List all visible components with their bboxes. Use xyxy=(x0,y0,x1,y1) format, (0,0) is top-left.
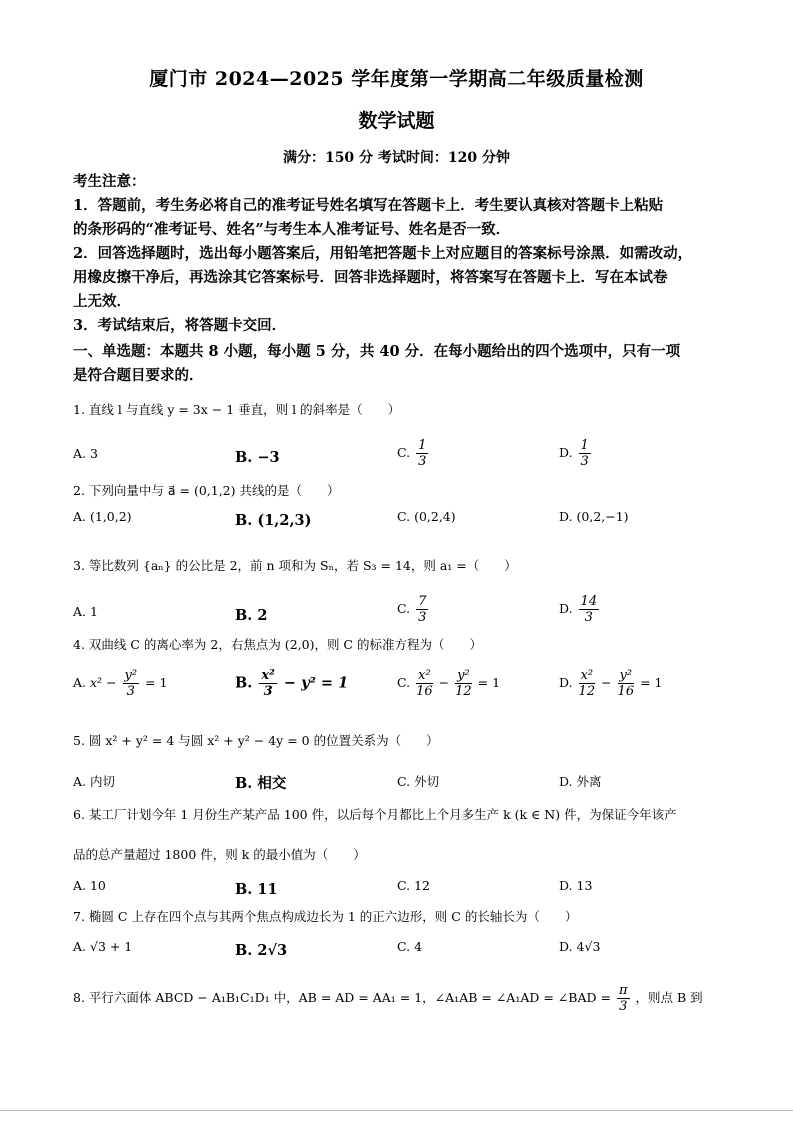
option-a: A. 1 xyxy=(73,604,98,619)
note-1-line-2: 的条形码的“准考证号、姓名”与考生本人准考证号、姓名是否一致． xyxy=(73,221,511,238)
question-1-stem: 1. 直线 l 与直线 y = 3x − 1 垂直，则 l 的斜率是（ ） xyxy=(73,402,401,417)
fraction: $\frac{\text{y²}}{16}$ xyxy=(617,668,635,699)
question-4-options xyxy=(73,668,733,698)
note-2-line-3: 上无效． xyxy=(73,293,131,310)
option-b: B. (1,2,3) xyxy=(235,512,312,529)
question-7-options xyxy=(73,939,733,969)
option-a: A. 3 xyxy=(73,446,98,461)
question-3-stem: 3. 等比数列 {aₙ} 的公比是 2，前 n 项和为 Sₙ，若 S₃ = 14，则 a₁ =（ ） xyxy=(73,558,517,573)
question-6-options xyxy=(73,878,733,908)
option-c: C. 外切 xyxy=(397,774,440,789)
page-subtitle: 数学试题 xyxy=(358,110,435,132)
question-2-options xyxy=(73,509,733,539)
note-2-line-1: 2．回答选择题时，选出每小题答案后，用铅笔把答题卡上对应题目的答案标号涂黑．如需改动， xyxy=(73,245,693,262)
option-d: D. 外离 xyxy=(559,774,602,789)
page-bottom-rule xyxy=(0,1110,793,1111)
fraction: $\frac{1}{3}$ xyxy=(418,438,427,469)
notes-heading: 考生注意： xyxy=(73,173,146,190)
option-d: D. $\frac{1}{3}$ xyxy=(559,438,589,469)
option-b: B. 2 xyxy=(235,607,268,624)
option-c: C. 4 xyxy=(397,939,423,954)
note-1-line-1: 1．答题前，考生务必将自己的准考证号姓名填写在答题卡上．考生要认真核对答题卡上粘贴 xyxy=(73,197,664,214)
fraction: $\frac{\text{y²}}{3}$ xyxy=(124,668,138,699)
question-6-stem-line-1: 6. 某工厂计划今年 1 月份生产某产品 100 件，以后每个月都比上个月多生产 k (k ∈ N) 件，为保证今年该产 xyxy=(73,807,677,822)
question-1-options xyxy=(73,438,733,468)
fraction: $\frac{\text{x²}}{12}$ xyxy=(578,668,596,699)
option-c: C. $\frac{7}{3}$ xyxy=(397,594,427,625)
option-d: D. $\frac{\text{x²}}{12}$ − $\frac{\text{y²}}{16}$ = 1 xyxy=(559,668,663,699)
option-a: A. (1,0,2) xyxy=(73,509,132,524)
option-c: C. $\frac{1}{3}$ xyxy=(397,438,427,469)
option-d: D. 4√3 xyxy=(559,939,601,954)
option-d: D. $\frac{14}{3}$ xyxy=(559,594,598,625)
fraction: $\frac{\text{y²}}{12}$ xyxy=(455,668,472,699)
option-d: D. 13 xyxy=(559,878,593,893)
exam-meta: 满分：150 分 考试时间：120 分钟 xyxy=(282,150,511,166)
fraction: $\frac{1}{3}$ xyxy=(580,438,589,469)
question-3-options xyxy=(73,594,733,624)
question-5-options xyxy=(73,772,733,802)
question-4-stem: 4. 双曲线 C 的离心率为 2，右焦点为 (2,0)，则 C 的标准方程为（ ） xyxy=(73,637,482,652)
question-8-stem: 8. 平行六面体 ABCD − A₁B₁C₁D₁ 中，AB = AD = AA₁ = 1，∠A₁AB = ∠A₁AD = ∠BAD = $\frac{\pi}{3}$ ，则点 B 到 xyxy=(73,983,703,1014)
section-heading-line-1: 一、单选题：本题共 8 小题，每小题 5 分，共 40 分．在每小题给出的四个选项中，只有一项 xyxy=(73,343,681,360)
fraction: $\frac{\text{x²}}{16}$ xyxy=(416,668,433,699)
option-b: B. 相交 xyxy=(235,775,287,792)
option-a: A. x² − $\frac{\text{y²}}{3}$ = 1 xyxy=(73,668,168,699)
fraction: $\frac{\pi}{3}$ xyxy=(618,983,628,1014)
option-b: B. 11 xyxy=(235,881,278,898)
option-a: A. 10 xyxy=(73,878,106,893)
option-b: B. −3 xyxy=(235,449,280,466)
fraction: $\frac{14}{3}$ xyxy=(580,594,598,625)
question-6-stem-line-2: 品的总产量超过 1800 件，则 k 的最小值为（ ） xyxy=(73,847,366,862)
note-2-line-2: 用橡皮擦干净后，再选涂其它答案标号．回答非选择题时，将答案写在答题卡上．写在本试卷 xyxy=(73,269,668,286)
fraction: $\frac{7}{3}$ xyxy=(418,594,427,625)
option-b: B. 2√3 xyxy=(235,942,288,959)
option-a: A. √3 + 1 xyxy=(73,939,133,954)
option-c: C. (0,2,4) xyxy=(397,509,456,524)
option-c: C. 12 xyxy=(397,878,430,893)
question-5-stem: 5. 圆 x² + y² = 4 与圆 x² + y² − 4y = 0 的位置关系为（ ） xyxy=(73,733,439,748)
option-b: B. $\frac{\text{x²}}{3}$ − y² = 1 xyxy=(235,668,349,699)
note-3: 3．考试结束后，将答题卡交回． xyxy=(73,317,287,334)
question-7-stem: 7. 椭圆 C 上存在四个点与其两个焦点构成边长为 1 的正六边形，则 C 的长轴长为（ ） xyxy=(73,909,578,924)
question-2-stem: 2. 下列向量中与 a⃗ = (0,1,2) 共线的是（ ） xyxy=(73,483,340,498)
option-a: A. 内切 xyxy=(73,774,115,789)
option-d: D. (0,2,−1) xyxy=(559,509,629,524)
page-title: 厦门市 2024—2025 学年度第一学期高二年级质量检测 xyxy=(149,68,644,90)
fraction: $\frac{\text{x²}}{3}$ xyxy=(261,668,275,699)
section-heading-line-2: 是符合题目要求的． xyxy=(73,367,204,384)
option-c: C. $\frac{\text{x²}}{16}$ − $\frac{\text{y²}}{12}$ = 1 xyxy=(397,668,501,699)
